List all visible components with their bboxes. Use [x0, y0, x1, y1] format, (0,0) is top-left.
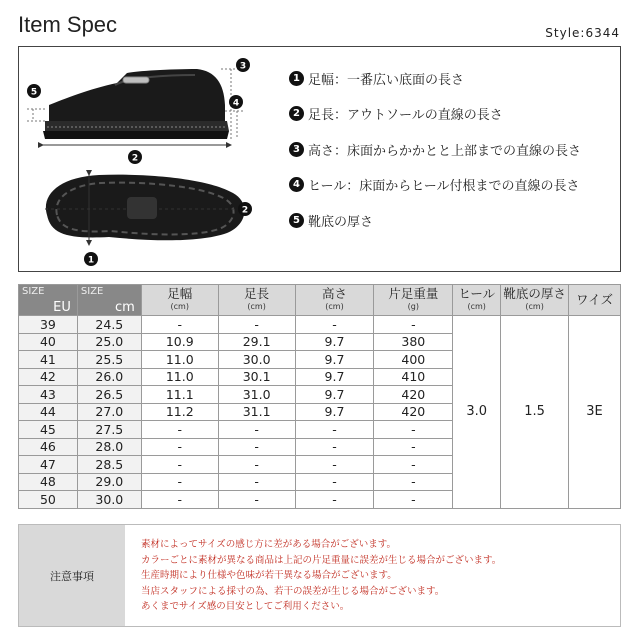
cell-width: - — [141, 421, 218, 439]
legend-text: ヒール：床面からヒール付根までの直線の長さ — [308, 179, 580, 194]
svg-text:2: 2 — [131, 153, 139, 164]
cell-cm: 28.0 — [77, 438, 141, 456]
cell-eu: 48 — [19, 473, 78, 491]
cell-width: 11.0 — [141, 351, 218, 369]
notes-body — [125, 525, 620, 626]
cell-weight: - — [374, 456, 453, 474]
cell-width: - — [141, 491, 218, 509]
legend-text: 靴底の厚さ — [308, 214, 374, 230]
cell-cm: 28.5 — [77, 456, 141, 474]
cell-weight: - — [374, 421, 453, 439]
cell-eu: 43 — [19, 386, 78, 404]
cell-cm: 29.0 — [77, 473, 141, 491]
number-badge: 2 — [289, 106, 304, 121]
cell-length: - — [218, 456, 295, 474]
cell-cm: 26.5 — [77, 386, 141, 404]
header-foot-width: 足幅 (cm) — [141, 285, 218, 316]
cell-height: - — [295, 473, 374, 491]
cell-cm: 27.0 — [77, 403, 141, 421]
notes-label: 注意事項 — [19, 525, 125, 626]
shoe-side-view — [43, 69, 229, 139]
cell-cm: 26.0 — [77, 368, 141, 386]
cell-cm: 25.0 — [77, 333, 141, 351]
svg-text:4: 4 — [232, 98, 240, 109]
cell-eu: 50 — [19, 491, 78, 509]
cell-length: 30.0 — [218, 351, 295, 369]
header-wise: ワイズ — [569, 285, 621, 316]
header-height: 高さ (cm) — [295, 285, 374, 316]
marker-3 — [236, 58, 250, 72]
cell-height: - — [295, 456, 374, 474]
cell-eu: 39 — [19, 316, 78, 334]
cell-eu: 42 — [19, 368, 78, 386]
header-size-cm: SIZE cm — [77, 285, 141, 316]
number-badge: 3 — [289, 142, 304, 157]
header-size-eu: SIZE EU — [19, 285, 78, 316]
cell-eu: 45 — [19, 421, 78, 439]
cell-eu: 41 — [19, 351, 78, 369]
cell-weight: 410 — [374, 368, 453, 386]
cell-width: 11.1 — [141, 386, 218, 404]
marker-2-side — [128, 150, 142, 164]
header-weight: 片足重量 (g) — [374, 285, 453, 316]
legend-item-height — [289, 138, 619, 160]
cell-height: - — [295, 491, 374, 509]
svg-text:3: 3 — [239, 61, 247, 72]
table-row — [19, 316, 621, 334]
cell-weight: - — [374, 316, 453, 334]
cell-length: - — [218, 491, 295, 509]
svg-text:5: 5 — [30, 87, 38, 98]
cell-weight: 420 — [374, 403, 453, 421]
svg-text:2: 2 — [241, 205, 249, 216]
page-title: Item Spec — [18, 12, 118, 37]
size-table-header — [19, 285, 621, 316]
cell-width: 11.2 — [141, 403, 218, 421]
marker-2-sole — [238, 202, 252, 216]
cell-length: 31.1 — [218, 403, 295, 421]
number-badge: 1 — [289, 71, 304, 86]
cell-length: - — [218, 421, 295, 439]
size-table — [18, 284, 621, 509]
cell-cm: 30.0 — [77, 491, 141, 509]
spec-panel — [18, 46, 621, 272]
legend-item-heel — [289, 174, 619, 196]
cell-cm: 25.5 — [77, 351, 141, 369]
cell-width: - — [141, 473, 218, 491]
header-sole-thickness: 靴底の厚さ (cm) — [501, 285, 569, 316]
cell-eu: 47 — [19, 456, 78, 474]
legend-text: 足長：アウトソールの直線の長さ — [308, 108, 503, 123]
shoe-sole-view — [46, 175, 245, 241]
legend-item-foot-length — [289, 103, 619, 125]
cell-eu: 44 — [19, 403, 78, 421]
cell-weight: - — [374, 491, 453, 509]
legend-text: 足幅：一番広い底面の長さ — [308, 72, 465, 88]
cell-length: 29.1 — [218, 333, 295, 351]
cell-width: - — [141, 316, 218, 334]
measurement-legend — [289, 67, 619, 245]
note-line: 当店スタッフによる採寸の為、若干の誤差が生じる場合がございます。 — [141, 585, 445, 597]
cell-eu: 40 — [19, 333, 78, 351]
svg-text:1: 1 — [87, 255, 95, 266]
cell-height: 9.7 — [295, 386, 374, 404]
number-badge: 5 — [289, 213, 304, 228]
cell-width: - — [141, 438, 218, 456]
cell-cm: 27.5 — [77, 421, 141, 439]
cell-length: - — [218, 316, 295, 334]
legend-item-foot-width — [289, 67, 619, 89]
cell-width: - — [141, 456, 218, 474]
cell-weight: 380 — [374, 333, 453, 351]
cell-weight: 420 — [374, 386, 453, 404]
notes-section — [18, 524, 621, 627]
cell-wise: 3E — [569, 316, 621, 509]
cell-weight: - — [374, 473, 453, 491]
cell-length: 30.1 — [218, 368, 295, 386]
note-line: 生産時期により仕様や色味が若干異なる場合がございます。 — [141, 570, 397, 581]
cell-height: - — [295, 438, 374, 456]
cell-length: - — [218, 438, 295, 456]
cell-height: - — [295, 316, 374, 334]
cell-heel: 3.0 — [453, 316, 501, 509]
legend-item-sole-thickness — [289, 209, 619, 231]
legend-text: 高さ：床面からかかとと上部までの直線の長さ — [308, 143, 582, 159]
cell-length: - — [218, 473, 295, 491]
shoe-diagram — [19, 47, 289, 273]
note-line: あくまでサイズ感の目安としてご利用ください。 — [141, 601, 350, 612]
cell-length: 31.0 — [218, 386, 295, 404]
cell-height: - — [295, 421, 374, 439]
note-line: 素材によってサイズの感じ方に差がある場合がございます。 — [141, 539, 396, 550]
cell-eu: 46 — [19, 438, 78, 456]
number-badge: 4 — [289, 177, 304, 192]
cell-height: 9.7 — [295, 368, 374, 386]
note-line: カラーごとに素材が異なる商品は上記の片足重量に誤差が生じる場合がございます。 — [141, 554, 502, 566]
style-code: Style:6344 — [545, 26, 620, 40]
marker-5 — [27, 84, 41, 98]
header-heel: ヒール (cm) — [453, 285, 501, 316]
cell-width: 10.9 — [141, 333, 218, 351]
cell-width: 11.0 — [141, 368, 218, 386]
marker-4 — [229, 95, 243, 109]
cell-cm: 24.5 — [77, 316, 141, 334]
cell-height: 9.7 — [295, 351, 374, 369]
cell-sole-thickness: 1.5 — [501, 316, 569, 509]
cell-height: 9.7 — [295, 333, 374, 351]
header-foot-length: 足長 (cm) — [218, 285, 295, 316]
cell-weight: 400 — [374, 351, 453, 369]
marker-1 — [84, 252, 98, 266]
cell-height: 9.7 — [295, 403, 374, 421]
cell-weight: - — [374, 438, 453, 456]
